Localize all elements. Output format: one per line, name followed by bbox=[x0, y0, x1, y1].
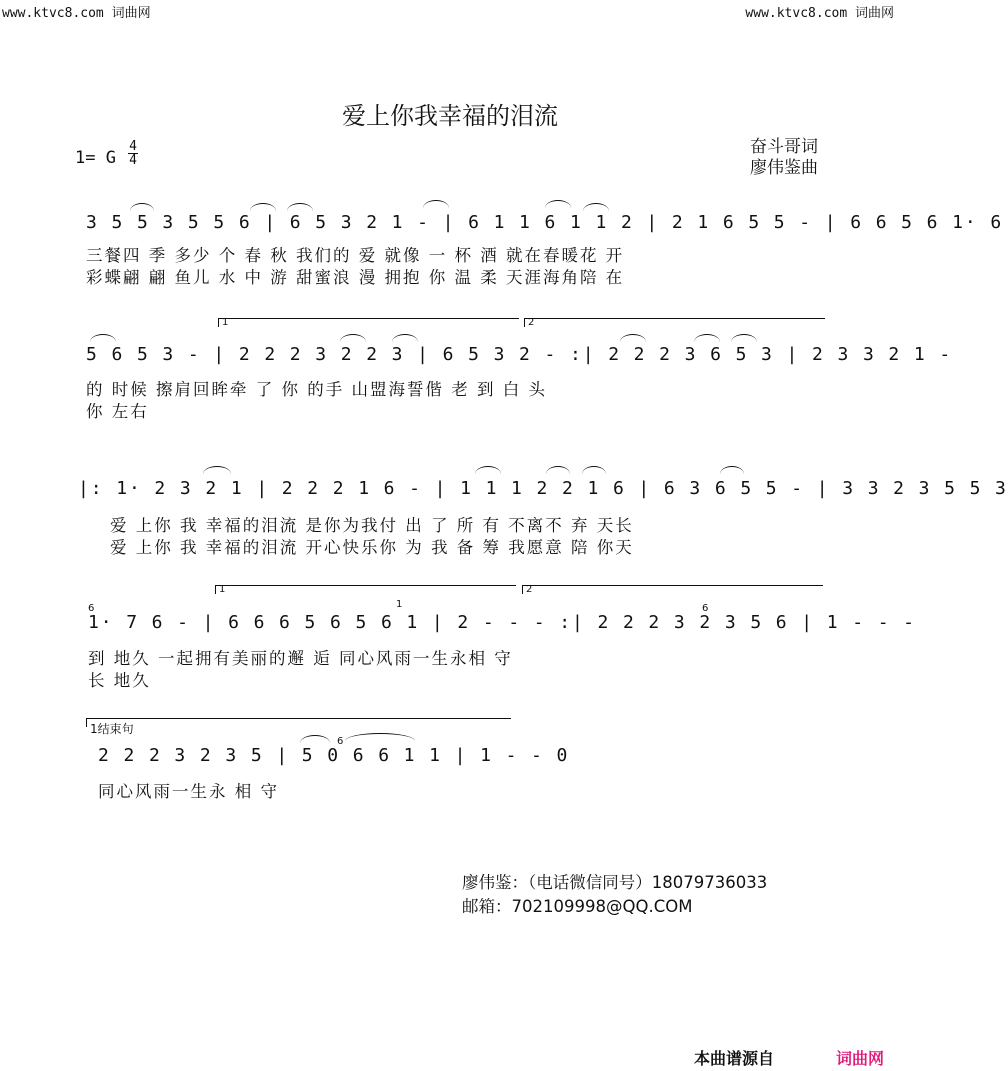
key-signature: 1= G bbox=[75, 148, 116, 168]
lyrics-row-4-verse-1: 到 地久 一起拥有美丽的邂 逅 同心风雨一生永相 守 bbox=[88, 649, 513, 668]
time-sig-top: 4 bbox=[129, 139, 137, 154]
slur bbox=[203, 466, 231, 474]
slur bbox=[287, 203, 313, 211]
volta-bracket-1: 1 bbox=[215, 585, 516, 594]
slur bbox=[340, 334, 366, 342]
slur bbox=[582, 466, 606, 474]
lyrics-row-3-verse-1: 爱 上你 我 幸福的泪流 是你为我付 出 了 所 有 不离不 弃 天长 bbox=[110, 516, 634, 535]
lyrics-row-2-verse-2: 你 左右 bbox=[86, 402, 149, 421]
lyrics-row-2-verse-1: 的 时候 擦肩回眸牵 了 你 的手 山盟海誓偕 老 到 白 头 bbox=[86, 380, 547, 399]
time-sig-bottom: 4 bbox=[129, 153, 137, 168]
notation-row-2: 5 6 5 3 - | 2 2 2 3 2 2 3 | 6 5 3 2 - :| 2 2 2 3 6 5 3 | 2 3 3 2 1 - bbox=[86, 344, 953, 365]
slur bbox=[720, 466, 744, 474]
notation-row-4: 1· 7 6 - | 6 6 6 5 6 5 6 1 | 2 - - - :| 2 2 2 3 2 3 5 6 | 1 - - - bbox=[88, 612, 916, 633]
slur bbox=[90, 334, 116, 342]
watermark-left: www.ktvc8.com 词曲网 bbox=[2, 6, 151, 21]
slur bbox=[731, 334, 757, 342]
slur bbox=[620, 334, 646, 342]
slur bbox=[345, 733, 415, 741]
volta-bracket-1: 1 bbox=[218, 318, 519, 327]
slur bbox=[130, 203, 154, 211]
lyrics-row-3-verse-2: 爱 上你 我 幸福的泪流 开心快乐你 为 我 备 筹 我愿意 陪 你天 bbox=[110, 538, 634, 557]
slur bbox=[250, 203, 276, 211]
composer-credit: 廖伟鉴曲 bbox=[750, 158, 818, 178]
lyricist-credit: 奋斗哥词 bbox=[750, 137, 818, 157]
grace-note: 6 bbox=[88, 603, 95, 614]
footer-brand-logo[interactable]: 词曲网 bbox=[836, 1049, 885, 1068]
grace-note: 6 bbox=[702, 603, 709, 614]
contact-email: 邮箱：702109998@QQ.COM bbox=[462, 897, 693, 916]
notation-row-1: 3 5 5 3 5 5 6 | 6 5 3 2 1 - | 6 1 1 6 1 1 2 | 2 1 6 5 5 - | 6 6 5 6 1· 6 bbox=[86, 212, 1004, 233]
slur bbox=[545, 200, 571, 208]
slur bbox=[423, 200, 449, 208]
volta-bracket-2: 2 bbox=[522, 585, 823, 594]
notation-row-5: 2 2 2 3 2 3 5 | 5 0 6 6 1 1 | 1 - - 0 bbox=[98, 745, 570, 766]
ending-bracket: 1结束句 bbox=[86, 718, 511, 727]
contact-phone: 廖伟鉴：（电话微信同号）18079736033 bbox=[462, 873, 768, 892]
lyrics-row-1-verse-1: 三餐四 季 多少 个 春 秋 我们的 爱 就像 一 杯 酒 就在春暖花 开 bbox=[86, 246, 625, 265]
volta-bracket-2: 2 bbox=[524, 318, 825, 327]
slur bbox=[300, 735, 330, 743]
time-signature bbox=[128, 140, 138, 167]
lyrics-row-5: 同心风雨一生永 相 守 bbox=[98, 782, 279, 801]
slur bbox=[392, 334, 418, 342]
slur bbox=[475, 466, 501, 474]
notation-row-3: |: 1· 2 3 2 1 | 2 2 2 1 6 - | 1 1 1 2 2 1 6 | 6 3 6 5 5 - | 3 3 2 3 5 5 3 bbox=[78, 478, 1008, 499]
lyrics-row-1-verse-2: 彩蝶翩 翩 鱼儿 水 中 游 甜蜜浪 漫 拥抱 你 温 柔 天涯海角陪 在 bbox=[86, 268, 625, 287]
song-title: 爱上你我幸福的泪流 bbox=[342, 102, 558, 130]
slur bbox=[546, 466, 570, 474]
watermark-right: www.ktvc8.com 词曲网 bbox=[745, 6, 894, 21]
slur bbox=[583, 203, 609, 211]
lyrics-row-4-verse-2: 长 地久 bbox=[88, 671, 151, 690]
slur bbox=[694, 334, 720, 342]
footer-source: 本曲谱源自 bbox=[694, 1049, 775, 1068]
grace-note: 6 bbox=[337, 736, 344, 747]
grace-note: 1 bbox=[396, 599, 403, 610]
